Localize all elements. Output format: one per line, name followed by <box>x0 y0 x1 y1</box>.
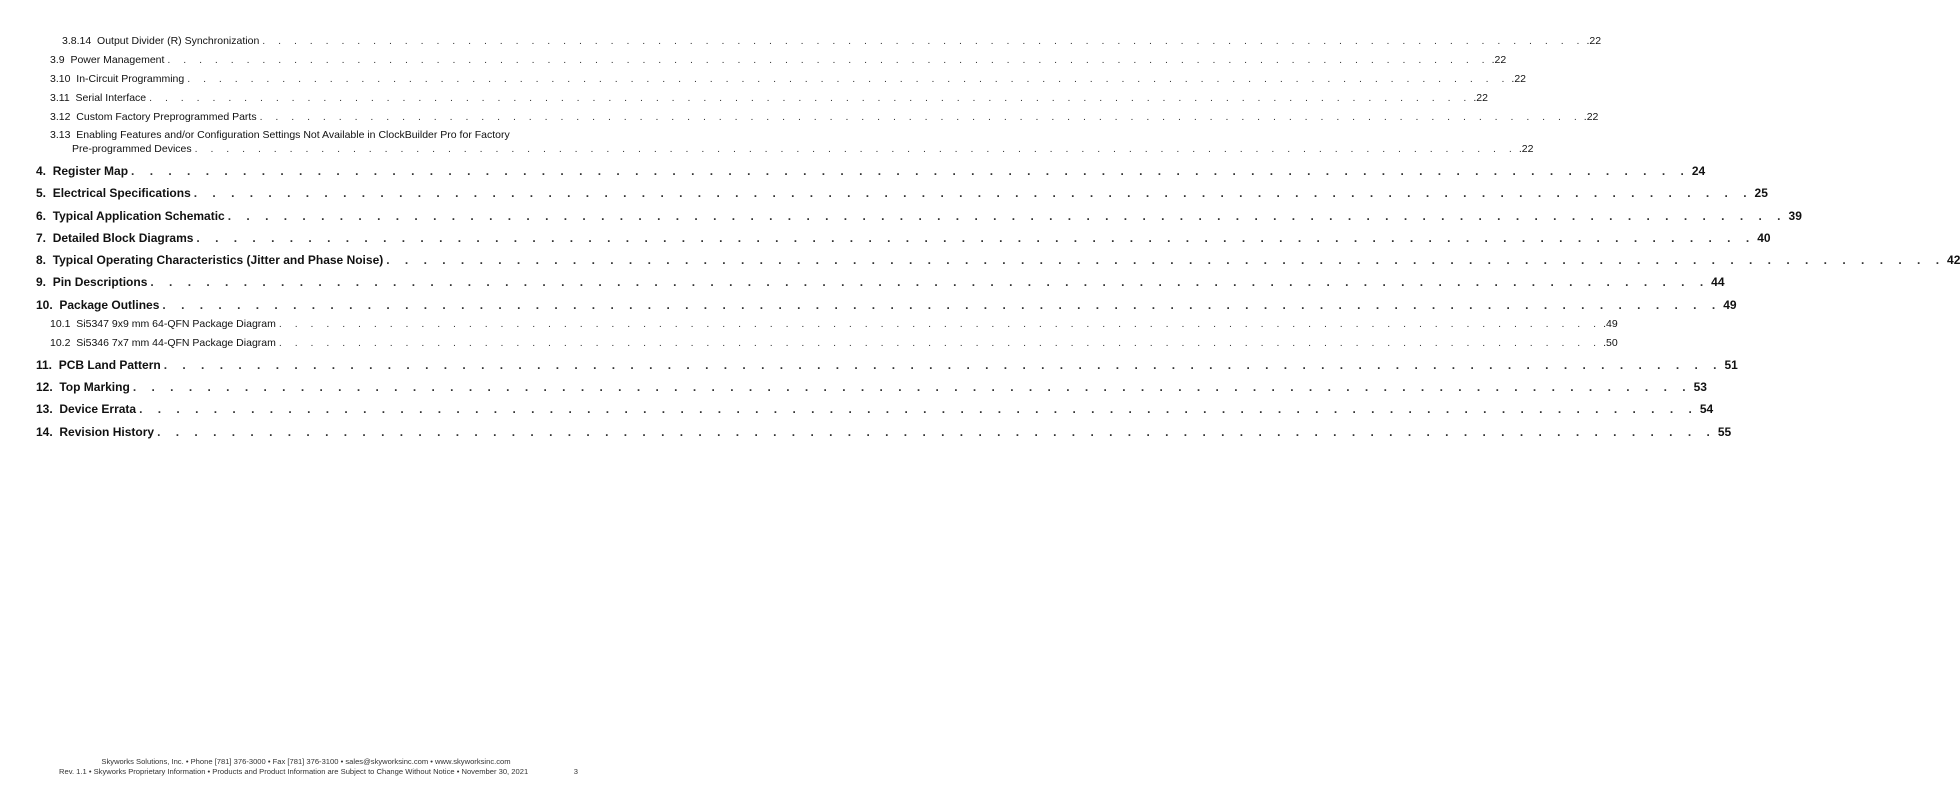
toc-number: 5. <box>36 186 47 200</box>
toc-leader-dots: . . . . . . . . . . . . . . . . . . . . . . . . . . . . . . . . . . . . . . . . . . . . . . . . . . . . . . . . . . . . . . . . . . . . . . . . . . . . . . . . . . . . <box>163 358 1723 372</box>
toc-title: Electrical Specifications <box>52 186 191 200</box>
toc-page: .22 <box>1473 92 1488 104</box>
toc-leader-dots: . . . . . . . . . . . . . . . . . . . . . . . . . . . . . . . . . . . . . . . . . . . . . . . . . . . . . . . . . . . . . . . . . . . . . . . . . . . . . . . . . . . . <box>278 337 1602 349</box>
toc-title-continued: Pre-programmed Devices <box>72 143 192 155</box>
toc-number: 3.10 <box>50 73 71 85</box>
toc-entry-3-9[interactable] <box>50 54 1507 66</box>
toc-page: 40 <box>1757 231 1771 245</box>
toc-page: 24 <box>1691 164 1706 178</box>
toc-entry-4[interactable] <box>36 164 1706 178</box>
toc-number: 6. <box>36 209 47 223</box>
toc-leader-dots: . . . . . . . . . . . . . . . . . . . . . . . . . . . . . . . . . . . . . . . . . . . . . . . . . . . . . . . . . . . . . . . . . . . . . . . . . . . . . . . . . . . . <box>132 380 1692 394</box>
footer-contact-line: Skyworks Solutions, Inc. • Phone [781] 376-3000 • Fax [781] 376-3100 • sales@skyworksinc.com • www.skyworksinc.com <box>101 757 511 766</box>
toc-leader-dots: . . . . . . . . . . . . . . . . . . . . . . . . . . . . . . . . . . . . . . . . . . . . . . . . . . . . . . . . . . . . . . . . . . . . . . . . . . . . . . . . . . . . <box>227 209 1787 223</box>
toc-entry-11[interactable] <box>36 358 1738 372</box>
toc-number: 3.9 <box>50 54 65 66</box>
toc-leader-dots: . . . . . . . . . . . . . . . . . . . . . . . . . . . . . . . . . . . . . . . . . . . . . . . . . . . . . . . . . . . . . . . . . . . . . . . . . . . . . . . . . . . . <box>167 54 1490 66</box>
toc-entry-8[interactable] <box>36 253 1960 267</box>
toc-leader-dots: . . . . . . . . . . . . . . . . . . . . . . . . . . . . . . . . . . . . . . . . . . . . . . . . . . . . . . . . . . . . . . . . . . . . . . . . . . . . . . . . . . . . <box>187 73 1510 85</box>
toc-title: PCB Land Pattern <box>58 358 161 372</box>
toc-number: 13. <box>36 402 53 416</box>
toc-leader-dots: . . . . . . . . . . . . . . . . . . . . . . . . . . . . . . . . . . . . . . . . . . . . . . . . . . . . . . . . . . . . . . . . . . . . . . . . . . . . . . . . . . . . <box>149 92 1472 104</box>
toc-title: Custom Factory Preprogrammed Parts <box>76 111 257 123</box>
toc-number: 4. <box>36 164 47 178</box>
toc-number: 10.1 <box>50 318 71 330</box>
toc-title: Serial Interface <box>75 92 147 104</box>
toc-page: 54 <box>1699 402 1714 416</box>
toc-entry-6[interactable] <box>36 209 1802 223</box>
toc-title: Top Marking <box>59 380 130 394</box>
toc-page: .22 <box>1511 73 1527 85</box>
toc-number: 3.13 <box>50 129 71 141</box>
toc-leader-dots: . . . . . . . . . . . . . . . . . . . . . . . . . . . . . . . . . . . . . . . . . . . . . . . . . . . . . . . . . . . . . . . . . . . . . . . . . . . . . . . . . . . . <box>157 425 1716 439</box>
toc-leader-dots: . . . . . . . . . . . . . . . . . . . . . . . . . . . . . . . . . . . . . . . . . . . . . . . . . . . . . . . . . . . . . . . . . . . . . . . . . . . . . . . . . . . . <box>139 402 1698 416</box>
toc-entry-3-13-first-line[interactable] <box>50 129 510 141</box>
toc-page: .22 <box>1583 111 1599 123</box>
toc-number: 7. <box>36 231 47 245</box>
toc-title: In-Circuit Programming <box>76 73 185 85</box>
toc-leader-dots: . . . . . . . . . . . . . . . . . . . . . . . . . . . . . . . . . . . . . . . . . . . . . . . . . . . . . . . . . . . . . . . . . . . . . . . . . . . . . . . . . . . . <box>278 318 1602 330</box>
toc-page: .49 <box>1603 318 1618 330</box>
toc-leader-dots: . . . . . . . . . . . . . . . . . . . . . . . . . . . . . . . . . . . . . . . . . . . . . . . . . . . . . . . . . . . . . . . . . . . . . . . . . . . . . . . . . . . . <box>262 35 1585 47</box>
toc-number: 3.8.14 <box>62 35 92 47</box>
toc-page: .22 <box>1491 54 1507 66</box>
toc-entry-10-2[interactable] <box>50 337 1618 349</box>
footer-revision-line: Rev. 1.1 • Skyworks Proprietary Information • Products and Product Information are Subject to Change Without Notice • November 30, 2021 <box>59 767 529 776</box>
toc-title: Pin Descriptions <box>52 275 148 289</box>
toc-number: 10.2 <box>50 337 71 349</box>
toc-entry-10-1[interactable] <box>50 318 1618 330</box>
toc-page: 42 <box>1947 253 1960 267</box>
toc-title: Detailed Block Diagrams <box>52 231 194 245</box>
toc-leader-dots: . . . . . . . . . . . . . . . . . . . . . . . . . . . . . . . . . . . . . . . . . . . . . . . . . . . . . . . . . . . . . . . . . . . . . . . . . . . . . . . . . . . . <box>162 298 1722 312</box>
toc-page: .22 <box>1518 143 1534 155</box>
toc-entry-5[interactable] <box>36 186 1768 200</box>
toc-title: Power Management <box>70 54 165 66</box>
toc-page: 49 <box>1723 298 1737 312</box>
toc-title: Typical Operating Characteristics (Jitter and Phase Noise) <box>52 253 384 267</box>
toc-number: 11. <box>36 358 53 372</box>
toc-page: 44 <box>1711 275 1725 289</box>
toc-number: 3.12 <box>50 111 71 123</box>
toc-title: Output Divider (R) Synchronization <box>97 35 260 47</box>
toc-number: 14. <box>36 425 53 439</box>
toc-number: 8. <box>36 253 47 267</box>
toc-number: 9. <box>36 275 47 289</box>
toc-title: Typical Application Schematic <box>52 209 225 223</box>
toc-entry-13[interactable] <box>36 402 1714 416</box>
toc-title: Revision History <box>59 425 155 439</box>
toc-entry-3-8-14[interactable] <box>62 35 1602 47</box>
toc-number: 3.11 <box>50 92 70 104</box>
toc-page: 55 <box>1717 425 1732 439</box>
toc-page: .50 <box>1603 337 1618 349</box>
toc-entry-7[interactable] <box>36 231 1771 245</box>
toc-title: Si5347 9x9 mm 64-QFN Package Diagram <box>76 318 276 330</box>
toc-title: Enabling Features and/or Configuration Settings Not Available in ClockBuilder Pro for Factory <box>76 129 510 141</box>
toc-entry-3-13[interactable] <box>72 143 1534 155</box>
toc-entry-12[interactable] <box>36 380 1707 394</box>
toc-leader-dots: . . . . . . . . . . . . . . . . . . . . . . . . . . . . . . . . . . . . . . . . . . . . . . . . . . . . . . . . . . . . . . . . . . . . . . . . . . . . . . . . . . . . <box>196 231 1756 245</box>
toc-leader-dots: . . . . . . . . . . . . . . . . . . . . . . . . . . . . . . . . . . . . . . . . . . . . . . . . . . . . . . . . . . . . . . . . . . . . . . . . . . . . . . . . . . . . <box>193 186 1753 200</box>
toc-leader-dots: . . . . . . . . . . . . . . . . . . . . . . . . . . . . . . . . . . . . . . . . . . . . . . . . . . . . . . . . . . . . . . . . . . . . . . . . . . . . . . . . . . . . <box>131 164 1690 178</box>
toc-page: 53 <box>1693 380 1707 394</box>
toc-title: Si5346 7x7 mm 44-QFN Package Diagram <box>76 337 276 349</box>
toc-leader-dots: . . . . . . . . . . . . . . . . . . . . . . . . . . . . . . . . . . . . . . . . . . . . . . . . . . . . . . . . . . . . . . . . . . . . . . . . . . . . . . . . . . . . <box>150 275 1710 289</box>
toc-entry-3-10[interactable] <box>50 73 1527 85</box>
toc-entry-3-11[interactable] <box>50 92 1488 104</box>
toc-page: .22 <box>1586 35 1602 47</box>
toc-entry-3-12[interactable] <box>50 111 1599 123</box>
toc-entry-10[interactable] <box>36 298 1737 312</box>
toc-page: 25 <box>1754 186 1768 200</box>
toc-page: 51 <box>1724 358 1738 372</box>
toc-leader-dots: . . . . . . . . . . . . . . . . . . . . . . . . . . . . . . . . . . . . . . . . . . . . . . . . . . . . . . . . . . . . . . . . . . . . . . . . . . . . . . . . . . . . <box>194 143 1517 155</box>
toc-page: 39 <box>1788 209 1802 223</box>
page-number: 3 <box>573 767 578 776</box>
toc-leader-dots: . . . . . . . . . . . . . . . . . . . . . . . . . . . . . . . . . . . . . . . . . . . . . . . . . . . . . . . . . . . . . . . . . . . . . . . . . . . . . . . . . . . . <box>259 111 1582 123</box>
toc-title: Register Map <box>52 164 129 178</box>
toc-number: 10. <box>36 298 53 312</box>
toc-title: Package Outlines <box>59 298 160 312</box>
toc-entry-9[interactable] <box>36 275 1725 289</box>
toc-number: 12. <box>36 380 53 394</box>
toc-entry-14[interactable] <box>36 425 1732 439</box>
toc-title: Device Errata <box>59 402 137 416</box>
toc-leader-dots: . . . . . . . . . . . . . . . . . . . . . . . . . . . . . . . . . . . . . . . . . . . . . . . . . . . . . . . . . . . . . . . . . . . . . . . . . . . . . . . . . . . . <box>386 253 1946 267</box>
